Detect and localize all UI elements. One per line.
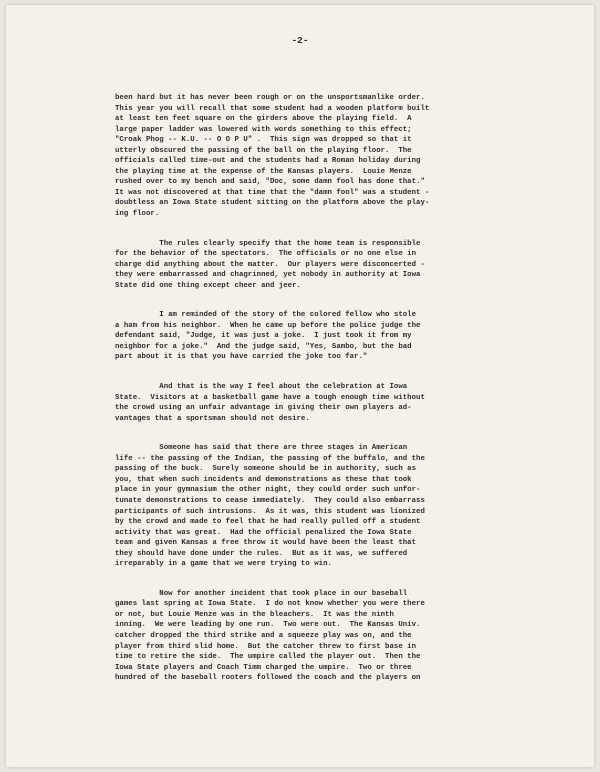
text-line: life -- the passing of the Indian, the passing of the buffalo, and the: [115, 454, 425, 463]
text-line: charge did anything about the matter. Our players were disconcerted -: [115, 260, 425, 269]
text-line: place in your gymnasium the other night, they could order such unfor-: [115, 486, 421, 495]
text-line: I am reminded of the story of the colored fellow who stole: [115, 311, 417, 320]
text-line: passing of the buck. Surely someone should be in authority, such as: [115, 465, 417, 474]
text-line: This year you will recall that some student had a wooden platform built: [115, 104, 430, 113]
text-line: defendant said, "Judge, it was just a joke. I just took it from my: [115, 332, 412, 341]
text-line: or not, but Louie Menze was in the bleachers. It was the ninth: [115, 610, 394, 619]
text-line: The rules clearly specify that the home team is responsible: [115, 239, 421, 248]
text-line: hundred of the baseball rooters followed the coach and the players on: [115, 674, 421, 683]
page-number: -2-: [291, 35, 309, 46]
document-page: [6, 5, 594, 767]
paragraph: [115, 93, 515, 220]
text-line: time to retire the side. The umpire called the player out. Then the: [115, 653, 421, 662]
text-line: team and given Kansas a free throw it would have been the least that: [115, 539, 417, 548]
text-line: vantages that a sportsman should not desire.: [115, 414, 310, 423]
paragraph: [115, 443, 515, 570]
text-line: Iowa State players and Coach Timm charged the umpire. Two or three: [115, 663, 412, 672]
text-line: It was not discovered at that time that the "damn fool" was a student -: [115, 188, 430, 197]
text-line: neighbor for a joke." And the judge said, "Yes, Sambo, but the bad: [115, 342, 412, 351]
text-line: games last spring at Iowa State. I do not know whether you were there: [115, 600, 425, 609]
paragraph: [115, 382, 515, 424]
letter-body: [115, 93, 515, 703]
text-line: tunate demonstrations to cease immediately. They could also embarrass: [115, 496, 425, 505]
text-line: a ham from his neighbor. When he came up before the police judge the: [115, 321, 421, 330]
text-line: for the behavior of the spectators. The officials or no one else in: [115, 250, 417, 259]
text-line: part about it is that you have carried the joke too far.": [115, 353, 368, 362]
text-line: irreparably in a game that we were trying to win.: [115, 560, 332, 569]
text-line: been hard but it has never been rough or on the unsportsmanlike order.: [115, 94, 425, 102]
text-line: And that is the way I feel about the celebration at Iowa: [115, 383, 408, 392]
paragraph: [115, 239, 515, 292]
text-line: at least ten feet square on the girders above the playing field. A: [115, 115, 412, 124]
text-line: "Croak Phog -- K.U. -- O O P U" . This sign was dropped so that it: [115, 136, 412, 145]
text-line: participants of such intrusions. As it was, this student was lionized: [115, 507, 425, 516]
text-line: State. Visitors at a basketball game have a tough enough time without: [115, 393, 425, 402]
text-line: by the crowd and made to feel that he had really pulled off a student: [115, 518, 421, 527]
text-line: State did one thing except cheer and jeer.: [115, 281, 301, 290]
text-line: catcher dropped the third strike and a squeeze play was on, and the: [115, 631, 412, 640]
text-line: they should have done under the rules. But as it was, we suffered: [115, 549, 408, 558]
text-line: they were embarrassed and chagrinned, yet nobody in authority at Iowa: [115, 271, 421, 280]
text-line: the playing time at the expense of the Kansas players. Louie Menze: [115, 167, 412, 176]
text-line: inning. We were leading by one run. Two were out. The Kansas Univ.: [115, 621, 421, 630]
text-line: rushed over to my bench and said, "Doc, some damn fool has done that.": [115, 178, 425, 187]
text-line: ing floor.: [115, 210, 160, 219]
text-line: utterly obscured the passing of the ball on the playing floor. The: [115, 146, 412, 155]
text-line: player from third slid home. But the catcher threw to first base in: [115, 642, 417, 651]
text-line: officials called time-out and the students had a Roman holiday during: [115, 157, 421, 166]
text-line: doubtless an Iowa State student sitting on the platform above the play-: [115, 199, 430, 208]
text-line: the crowd using an unfair advantage in giving their own players ad-: [115, 404, 412, 413]
text-line: you, that when such incidents and demonstrations as these that took: [115, 475, 412, 484]
text-line: activity that was great. Had the official penalized the Iowa State: [115, 528, 412, 537]
text-line: large paper ladder was lowered with words something to this effect;: [115, 125, 412, 134]
paragraph: [115, 310, 515, 363]
text-line: Someone has said that there are three stages in American: [115, 444, 408, 453]
text-line: Now for another incident that took place in our baseball: [115, 589, 408, 598]
paragraph: [115, 589, 515, 684]
